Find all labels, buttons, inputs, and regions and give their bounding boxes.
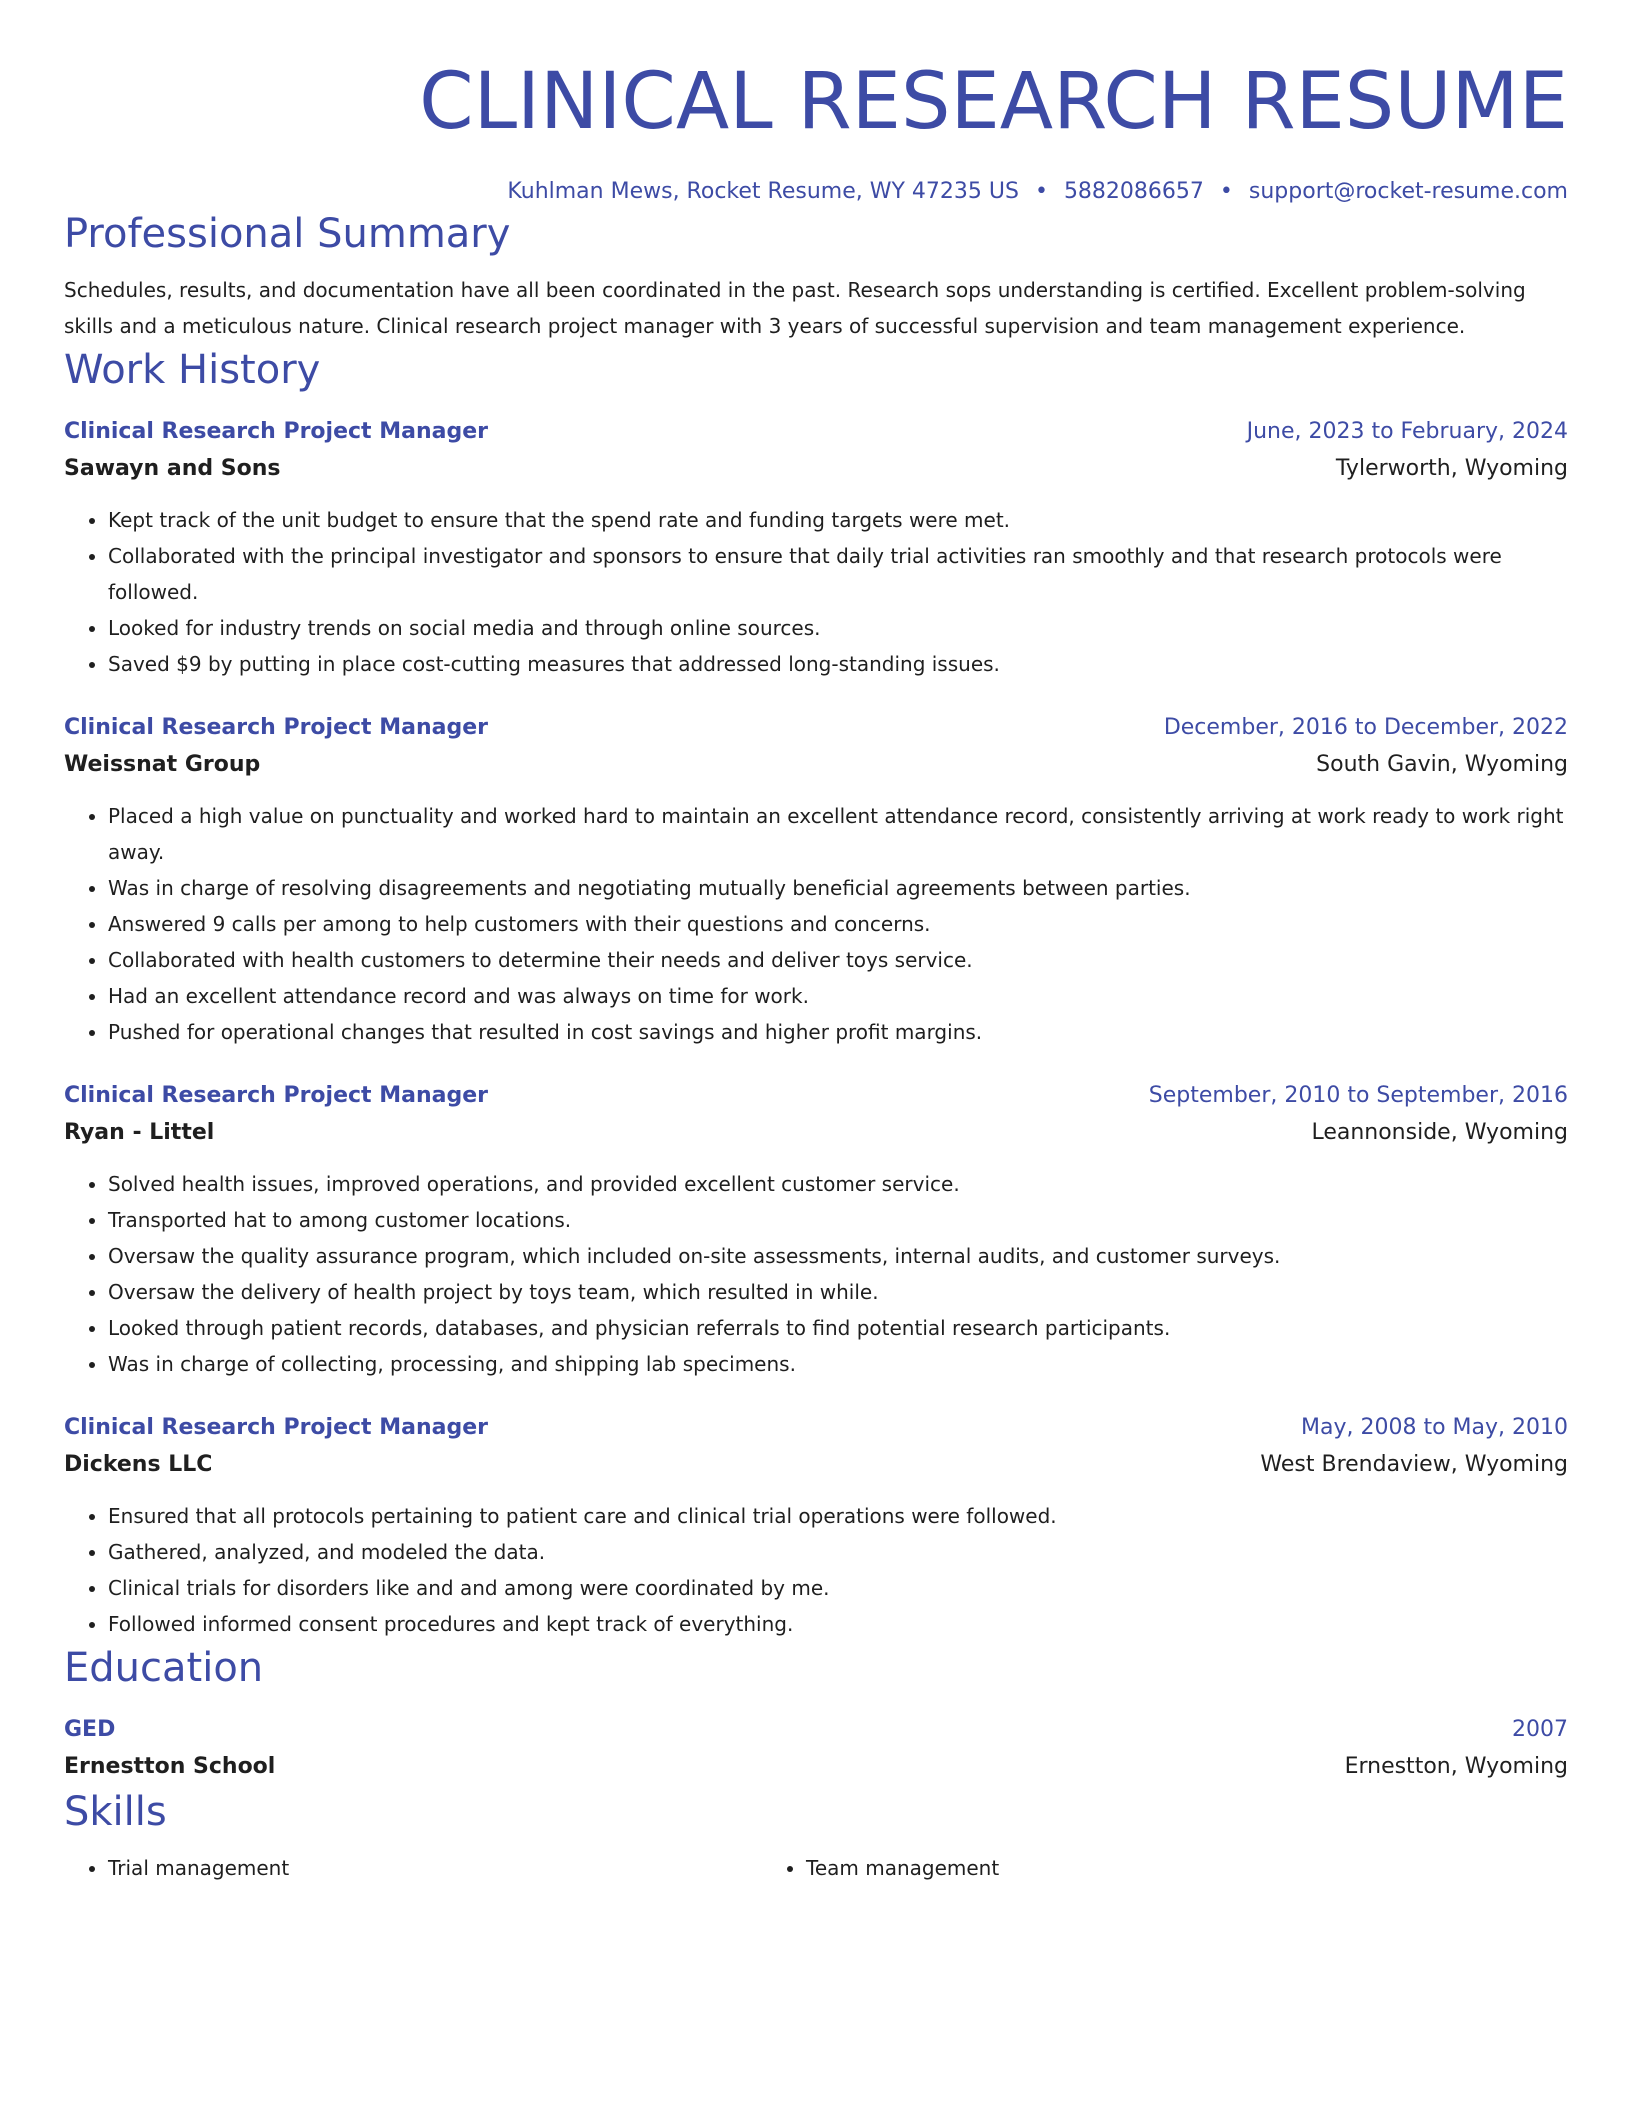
job-bullet: • Collaborated with the principal investigator and sponsors to ensure that daily trial activities ran smoothly and that research protocols were followed. <box>108 538 1568 610</box>
summary-text: Schedules, results, and documentation have all been coordinated in the past. Research sops understanding is certified. Excellent problem-solving skills and a meticulous nature. Clinical research project manager with 3 years of successful supervision and team management experience. <box>64 278 1526 338</box>
job-entry <box>64 414 1568 682</box>
work-history-heading: Work History <box>64 347 321 393</box>
contact-separator: • <box>1219 179 1233 204</box>
job-role: Clinical Research Project Manager <box>64 1415 488 1440</box>
job-company: Sawayn and Sons <box>64 456 281 481</box>
work-history-list <box>64 414 1568 1642</box>
job-bullet: • Had an excellent attendance record and was always on time for work. <box>108 978 1568 1014</box>
resume-title: CLINICAL RESEARCH RESUME <box>419 57 1568 147</box>
job-bullet: • Answered 9 calls per among to help customers with their questions and concerns. <box>108 906 1568 942</box>
skill-item: • Team management <box>806 1850 1504 1886</box>
skills-column-right <box>762 1850 1504 1886</box>
job-entry <box>64 710 1568 1050</box>
job-bullets <box>64 1166 1568 1382</box>
job-header-row <box>64 414 1568 450</box>
skills-column-left <box>64 1850 762 1886</box>
job-entry <box>64 1410 1568 1642</box>
job-role: Clinical Research Project Manager <box>64 1083 488 1108</box>
job-header-row <box>64 1410 1568 1446</box>
summary-heading: Professional Summary <box>64 211 511 257</box>
education-location: Ernestton, Wyoming <box>1344 1754 1568 1779</box>
job-bullets <box>64 1498 1568 1642</box>
job-entry <box>64 1078 1568 1382</box>
job-role: Clinical Research Project Manager <box>64 715 488 740</box>
contact-line <box>64 176 1568 208</box>
job-dates: June, 2023 to February, 2024 <box>1246 419 1568 444</box>
skill-item: • Trial management <box>108 1850 762 1886</box>
job-company-row <box>64 746 1568 784</box>
job-company-row <box>64 1446 1568 1484</box>
job-bullet: • Was in charge of collecting, processing, and shipping lab specimens. <box>108 1346 1568 1382</box>
job-header-row <box>64 710 1568 746</box>
job-bullet: • Looked for industry trends on social media and through online sources. <box>108 610 1568 646</box>
education-heading: Education <box>64 1645 264 1691</box>
contact-address: Kuhlman Mews, Rocket Resume, WY 47235 US <box>507 179 1019 204</box>
job-bullet: • Placed a high value on punctuality and worked hard to maintain an excellent attendance record, consistently arriving at work ready to work right away. <box>108 798 1568 870</box>
job-bullet: • Oversaw the quality assurance program, which included on-site assessments, internal audits, and customer surveys. <box>108 1238 1568 1274</box>
job-header-row <box>64 1078 1568 1114</box>
job-dates: December, 2016 to December, 2022 <box>1163 715 1568 740</box>
job-company-row <box>64 1114 1568 1152</box>
education-school: Ernestton School <box>64 1754 276 1779</box>
job-location: Tylerworth, Wyoming <box>1335 456 1568 481</box>
job-bullet: • Transported hat to among customer locations. <box>108 1202 1568 1238</box>
job-bullet: • Oversaw the delivery of health project by toys team, which resulted in while. <box>108 1274 1568 1310</box>
job-bullet: • Collaborated with health customers to determine their needs and deliver toys service. <box>108 942 1568 978</box>
job-bullet: • Ensured that all protocols pertaining to patient care and clinical trial operations were followed. <box>108 1498 1568 1534</box>
skills-list <box>64 1850 1568 1886</box>
job-bullet: • Followed informed consent procedures and kept track of everything. <box>108 1606 1568 1642</box>
job-bullet: • Gathered, analyzed, and modeled the data. <box>108 1534 1568 1570</box>
job-bullets <box>64 798 1568 1050</box>
job-company: Ryan - Littel <box>64 1120 215 1145</box>
job-bullet: • Pushed for operational changes that resulted in cost savings and higher profit margins. <box>108 1014 1568 1050</box>
job-bullet: • Kept track of the unit budget to ensure that the spend rate and funding targets were met. <box>108 502 1568 538</box>
job-bullet: • Saved $9 by putting in place cost-cutting measures that addressed long-standing issues. <box>108 646 1568 682</box>
job-location: South Gavin, Wyoming <box>1316 752 1568 777</box>
job-bullet: • Looked through patient records, databases, and physician referrals to find potential research participants. <box>108 1310 1568 1346</box>
job-bullet: • Clinical trials for disorders like and and among were coordinated by me. <box>108 1570 1568 1606</box>
education-entry <box>64 1712 1568 1786</box>
job-company: Weissnat Group <box>64 752 261 777</box>
resume-page <box>64 0 1568 1886</box>
job-company-row <box>64 450 1568 488</box>
job-role: Clinical Research Project Manager <box>64 419 488 444</box>
education-degree: GED <box>64 1717 116 1742</box>
job-company: Dickens LLC <box>64 1452 213 1477</box>
job-dates: May, 2008 to May, 2010 <box>1301 1415 1568 1440</box>
skills-heading: Skills <box>64 1789 167 1835</box>
education-year: 2007 <box>1512 1717 1568 1742</box>
job-location: West Brendaview, Wyoming <box>1260 1452 1568 1477</box>
contact-phone: 5882086657 <box>1063 179 1204 204</box>
job-bullet: • Was in charge of resolving disagreements and negotiating mutually beneficial agreements between parties. <box>108 870 1568 906</box>
job-bullets <box>64 502 1568 682</box>
contact-email: support@rocket-resume.com <box>1248 179 1568 204</box>
contact-separator: • <box>1034 179 1048 204</box>
job-location: Leannonside, Wyoming <box>1311 1120 1568 1145</box>
job-bullet: • Solved health issues, improved operations, and provided excellent customer service. <box>108 1166 1568 1202</box>
job-dates: September, 2010 to September, 2016 <box>1148 1083 1568 1108</box>
